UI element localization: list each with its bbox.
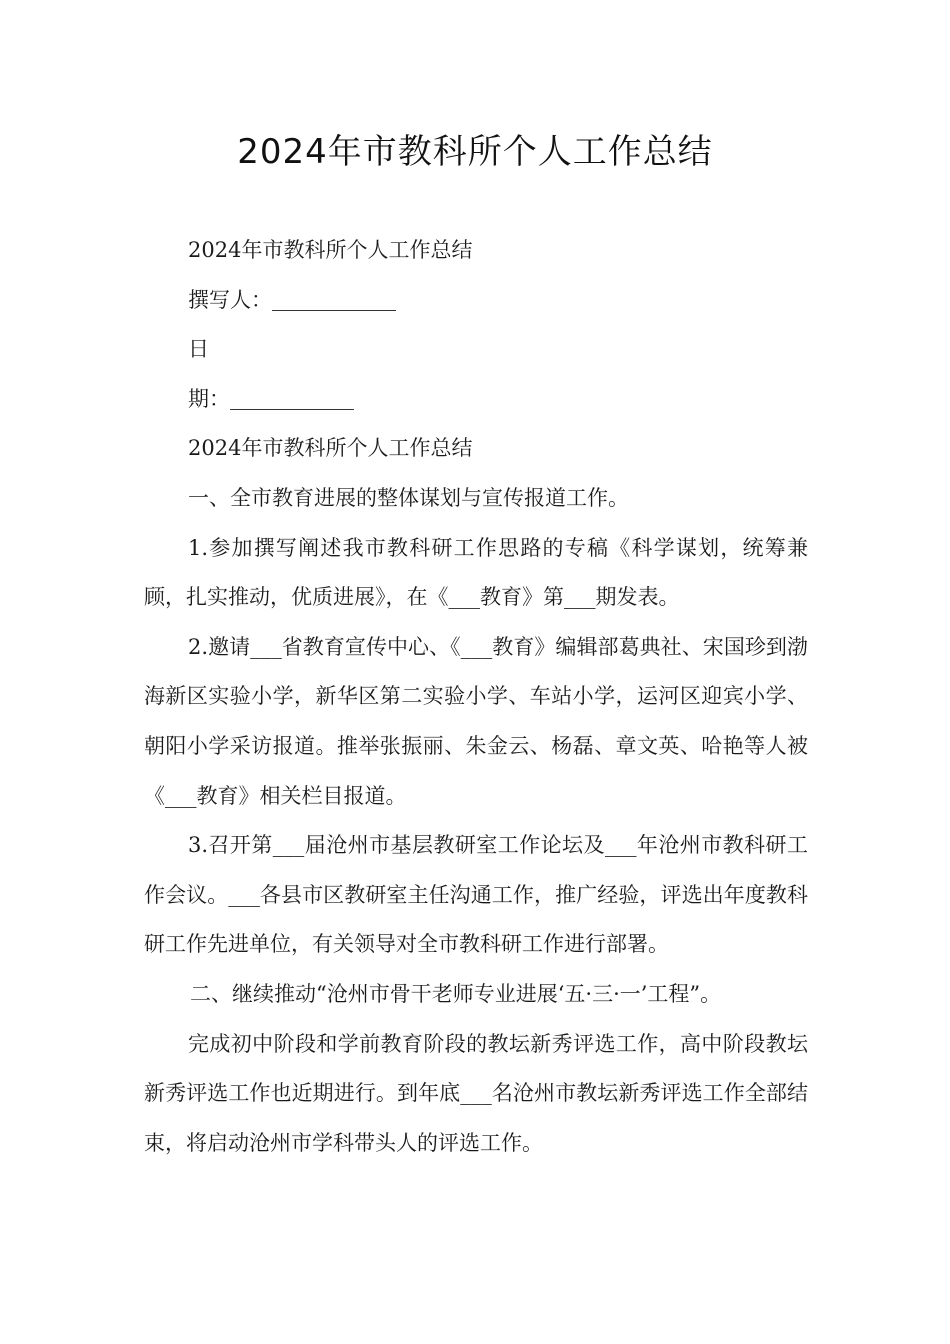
author-line xyxy=(144,276,808,326)
document-title: 2024年市教科所个人工作总结 xyxy=(237,132,713,172)
date-line xyxy=(144,375,808,425)
subtitle-line: 2024年市教科所个人工作总结 xyxy=(188,238,473,262)
section-2-paragraph: 完成初中阶段和学前教育阶段的教坛新秀评选工作，高中阶段教坛新秀评选工作也近期进行。到年底___名沧州市教坛新秀评选工作全部结束，将启动沧州市学科带头人的评选工作。 xyxy=(144,1031,808,1155)
item-3-paragraph: 3.召开第___届沧州市基层教研室工作论坛及___年沧州市教科研工作会议。___各县市区教研室主任沟通工作，推广经验，评选出年度教科研工作先进单位，有关领导对全市教科研工作进行部署。 xyxy=(144,833,808,957)
item-1-paragraph: 1.参加撰写阐述我市教科研工作思路的专稿《科学谋划，统筹兼顾，扎实推动，优质进展》，在《___教育》第___期发表。 xyxy=(144,535,808,610)
author-blank xyxy=(272,288,396,311)
author-label: 撰写人： xyxy=(188,287,272,312)
document-body xyxy=(144,226,808,1168)
date-label: 期： xyxy=(188,386,230,411)
date-label-line-1: 日 xyxy=(188,337,209,362)
date-blank xyxy=(230,387,354,410)
section-2-title: 二、继续推动“沧州市骨干老师专业进展‘五·三·一’工程”。 xyxy=(190,981,722,1006)
item-2-paragraph: 2.邀请___省教育宣传中心、《___教育》编辑部葛典社、宋国珍到渤海新区实验小学，新华区第二实验小学、车站小学，运河区迎宾小学、朝阳小学采访报道。推举张振丽、朱金云、杨磊、章文英、哈艳等人被《___教育》相关栏目报道。 xyxy=(144,634,808,808)
section-1-title: 一、全市教育进展的整体谋划与宣传报道工作。 xyxy=(188,485,629,510)
heading-repeat: 2024年市教科所个人工作总结 xyxy=(188,436,473,461)
